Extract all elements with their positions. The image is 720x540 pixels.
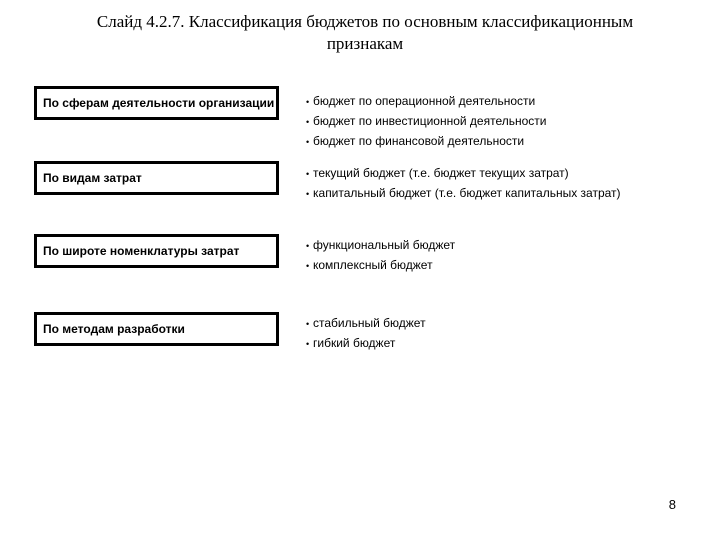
slide-title [40,11,690,55]
list-item: • бюджет по операционной деятельности [306,94,536,108]
list-item: • текущий бюджет (т.е. бюджет текущих затрат) [306,166,569,180]
list-item: • бюджет по инвестиционной деятельности [306,114,547,128]
bullet-icon: • [306,261,310,271]
slide-title-line-1: Слайд 4.2.7. Классификация бюджетов по основным классификационным [96,12,634,31]
category-label: По широте номенклатуры затрат [43,244,240,258]
category-box-activity-spheres [34,86,279,120]
category-box-cost-types [34,161,279,195]
bullet-icon: • [306,117,310,127]
budget-list-cost-nomenclature [306,238,455,278]
list-item: • гибкий бюджет [306,336,396,350]
category-box-development-methods [34,312,279,346]
list-item: • капитальный бюджет (т.е. бюджет капитальных затрат) [306,186,621,200]
list-item: • стабильный бюджет [306,316,426,330]
category-label: По видам затрат [43,171,142,185]
bullet-icon: • [306,241,310,251]
category-box-cost-nomenclature [34,234,279,268]
bullet-icon: • [306,339,310,349]
category-label: По сферам деятельности организации [43,96,275,110]
bullet-icon: • [306,189,310,199]
page-number: 8 [668,497,676,512]
budget-list-activity-spheres [306,94,546,154]
bullet-icon: • [306,319,310,329]
slide-title-line-2: признакам [326,34,404,53]
budget-list-development-methods [306,316,426,356]
list-item: • функциональный бюджет [306,238,456,252]
list-item: • комплексный бюджет [306,258,433,272]
bullet-icon: • [306,97,310,107]
bullet-icon: • [306,137,310,147]
category-label: По методам разработки [43,322,185,336]
bullet-icon: • [306,169,310,179]
list-item: • бюджет по финансовой деятельности [306,134,525,148]
budget-list-cost-types [306,166,621,206]
